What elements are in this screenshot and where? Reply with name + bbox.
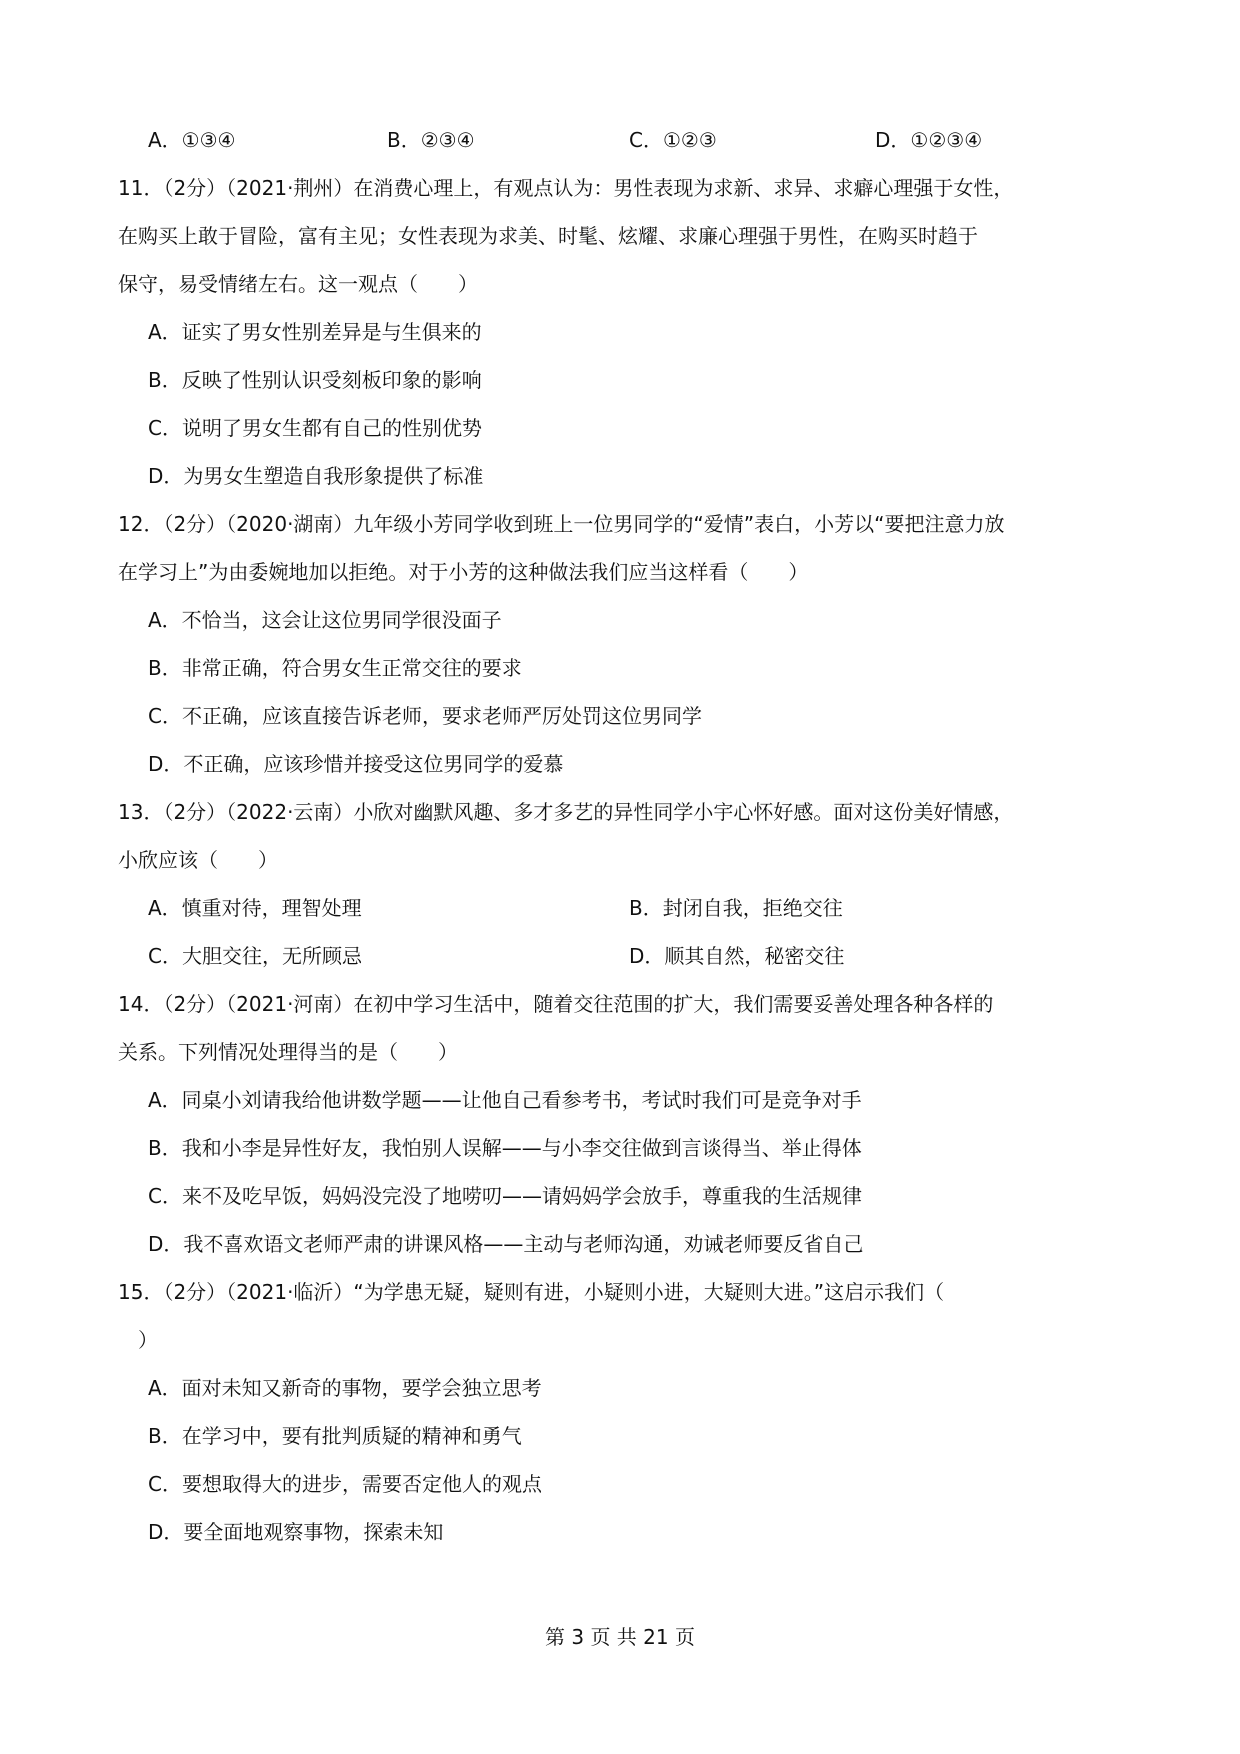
- q10-option-d: D．①②③④: [875, 128, 983, 152]
- question-13-option-a: A．慎重对待，理智处理: [148, 896, 362, 920]
- question-12-option-c: C．不正确，应该直接告诉老师，要求老师严厉处罚这位男同学: [148, 704, 702, 728]
- question-12-stem-line-1: 12．（2分）（2020·湖南）九年级小芳同学收到班上一位男同学的“爱情”表白，小芳以“要把注意力放: [118, 512, 1005, 536]
- question-11-option-d: D．为男女生塑造自我形象提供了标准: [148, 464, 484, 488]
- question-15-stem-line-2: ）: [118, 1328, 158, 1352]
- q10-option-b: B．②③④: [387, 128, 475, 152]
- question-14-stem-line-1: 14．（2分）（2021·河南）在初中学习生活中，随着交往范围的扩大，我们需要妥善处理各种各样的: [118, 992, 994, 1016]
- question-14-option-d: D．我不喜欢语文老师严肃的讲课风格——主动与老师沟通，劝诫老师要反省自己: [148, 1232, 864, 1256]
- question-12-option-a: A．不恰当，这会让这位男同学很没面子: [148, 608, 502, 632]
- question-13-option-c: C．大胆交往，无所顾忌: [148, 944, 362, 968]
- q10-option-a: A．①③④: [148, 128, 236, 152]
- page-number-footer: 第 3 页 共 21 页: [545, 1625, 695, 1649]
- q10-option-c: C．①②③: [629, 128, 717, 152]
- question-11-option-b: B．反映了性别认识受刻板印象的影响: [148, 368, 482, 392]
- question-13-stem-line-2: 小欣应该（ ）: [118, 848, 278, 872]
- question-13-stem-line-1: 13．（2分）（2022·云南）小欣对幽默风趣、多才多艺的异性同学小宇心怀好感。面对这份美好情感，: [118, 800, 1014, 824]
- question-11-option-a: A．证实了男女性别差异是与生俱来的: [148, 320, 482, 344]
- question-15-option-d: D．要全面地观察事物，探索未知: [148, 1520, 444, 1544]
- question-15-stem-line-1: 15．（2分）（2021·临沂）“为学患无疑，疑则有进，小疑则小进，大疑则大进。”这启示我们（: [118, 1280, 945, 1304]
- question-11-stem-line-2: 在购买上敢于冒险，富有主见；女性表现为求美、时髦、炫耀、求廉心理强于男性，在购买时趋于: [118, 224, 978, 248]
- question-13-option-d: D．顺其自然，秘密交往: [629, 944, 845, 968]
- question-15-option-a: A．面对未知又新奇的事物，要学会独立思考: [148, 1376, 542, 1400]
- question-14-stem-line-2: 关系。下列情况处理得当的是（ ）: [118, 1040, 458, 1064]
- question-14-option-a: A．同桌小刘请我给他讲数学题——让他自己看参考书，考试时我们可是竞争对手: [148, 1088, 862, 1112]
- question-11-stem-line-1: 11．（2分）（2021·荆州）在消费心理上，有观点认为：男性表现为求新、求异、求癖心理强于女性，: [118, 176, 1014, 200]
- question-14-option-c: C．来不及吃早饭，妈妈没完没了地唠叨——请妈妈学会放手，尊重我的生活规律: [148, 1184, 862, 1208]
- question-12-option-d: D．不正确，应该珍惜并接受这位男同学的爱慕: [148, 752, 564, 776]
- question-11-stem-line-3: 保守，易受情绪左右。这一观点（ ）: [118, 272, 478, 296]
- question-11-option-c: C．说明了男女生都有自己的性别优势: [148, 416, 482, 440]
- question-12-option-b: B．非常正确，符合男女生正常交往的要求: [148, 656, 522, 680]
- question-13-option-b: B．封闭自我，拒绝交往: [629, 896, 843, 920]
- question-12-stem-line-2: 在学习上”为由委婉地加以拒绝。对于小芳的这种做法我们应当这样看（ ）: [118, 560, 809, 584]
- question-15-option-c: C．要想取得大的进步，需要否定他人的观点: [148, 1472, 542, 1496]
- question-15-option-b: B．在学习中，要有批判质疑的精神和勇气: [148, 1424, 522, 1448]
- question-14-option-b: B．我和小李是异性好友，我怕别人误解——与小李交往做到言谈得当、举止得体: [148, 1136, 862, 1160]
